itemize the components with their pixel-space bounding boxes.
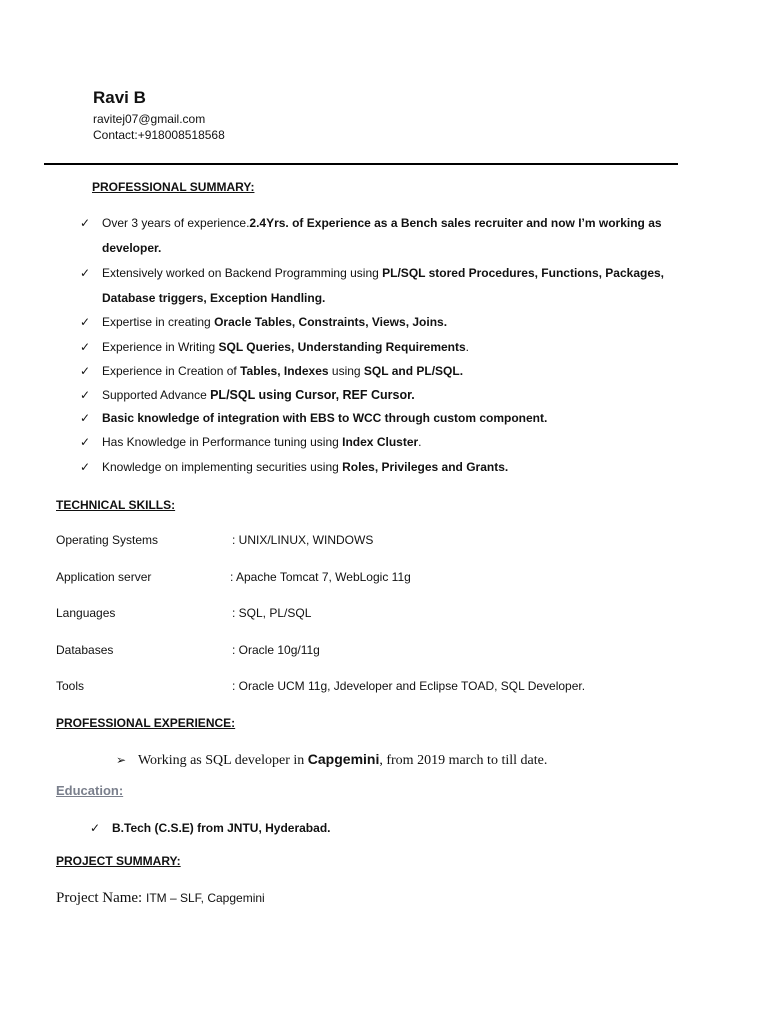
professional-summary-heading: PROFESSIONAL SUMMARY: xyxy=(92,180,255,194)
skill-value-databases: : Oracle 10g/11g xyxy=(232,643,320,657)
skill-label-os: Operating Systems xyxy=(56,533,159,547)
check-icon: ✓ xyxy=(90,821,101,835)
skill-label-databases: Databases xyxy=(56,643,114,657)
experience-item: ➢ Working as SQL developer in Capgemini, from 2019 march to till date. xyxy=(116,751,548,768)
skill-label-languages: Languages xyxy=(56,606,116,620)
phone-contact: Contact:+918008518568 xyxy=(93,128,225,142)
email: ravitej07@gmail.com xyxy=(93,112,206,126)
education-heading: Education: xyxy=(56,783,124,798)
skill-value-languages: : SQL, PL/SQL xyxy=(232,606,312,620)
arrow-bullet-icon: ➢ xyxy=(116,753,127,767)
check-icon: ✓ xyxy=(80,364,91,378)
skill-value-appserver: : Apache Tomcat 7, WebLogic 11g xyxy=(230,570,411,584)
header-divider xyxy=(44,163,678,165)
check-icon: ✓ xyxy=(80,266,91,280)
candidate-name: Ravi B xyxy=(93,88,146,107)
check-icon: ✓ xyxy=(80,388,91,402)
professional-experience-heading: PROFESSIONAL EXPERIENCE: xyxy=(56,716,236,730)
check-icon: ✓ xyxy=(80,411,91,425)
check-icon: ✓ xyxy=(80,216,91,230)
project-summary-heading: PROJECT SUMMARY: xyxy=(56,854,181,868)
skill-value-tools: : Oracle UCM 11g, Jdeveloper and Eclipse TOAD, SQL Developer. xyxy=(232,679,586,693)
skill-label-appserver: Application server xyxy=(56,570,152,584)
check-icon: ✓ xyxy=(80,315,91,329)
project-name: Project Name: ITM – SLF, Capgemini xyxy=(56,890,265,906)
skill-label-tools: Tools xyxy=(56,679,85,693)
technical-skills-heading: TECHNICAL SKILLS: xyxy=(56,498,176,512)
skill-value-os: : UNIX/LINUX, WINDOWS xyxy=(232,533,374,547)
check-icon: ✓ xyxy=(80,340,91,354)
check-icon: ✓ xyxy=(80,460,91,474)
check-icon: ✓ xyxy=(80,435,91,449)
